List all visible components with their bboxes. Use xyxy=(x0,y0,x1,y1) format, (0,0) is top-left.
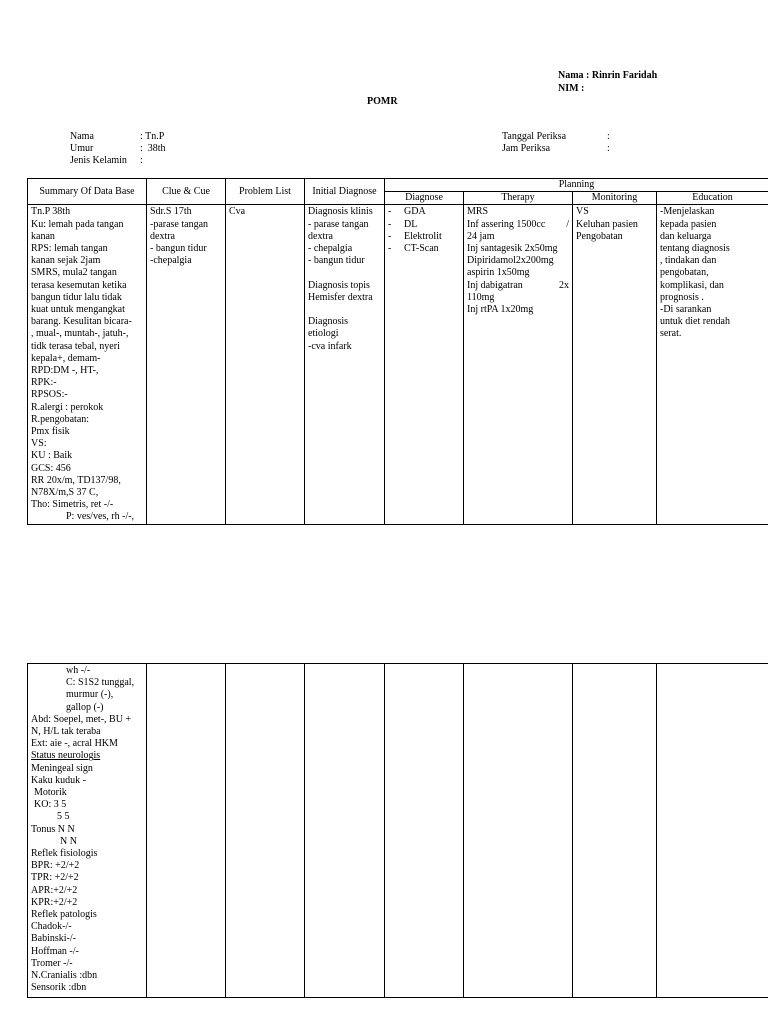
initial-diagnose-cell-continued xyxy=(305,664,385,998)
therapy-line: Inj rtPA 1x20mg xyxy=(467,304,534,316)
summary-line: bangun tidur lalu tidak xyxy=(31,291,122,303)
summary-line: Tonus N N xyxy=(31,823,75,835)
education-line: komplikasi, dan xyxy=(660,279,724,291)
summary-line: KPR:+2/+2 xyxy=(31,896,78,908)
summary-line: , mual-, muntah-, jatuh-, xyxy=(31,328,129,340)
student-info xyxy=(558,70,657,95)
summary-line: Ext: aie -, acral HKM xyxy=(31,738,118,750)
header-clue-cue: Clue & Cue xyxy=(147,179,226,205)
clue-line: -chepalgia xyxy=(150,255,192,267)
summary-line: C: S1S2 tunggal, xyxy=(66,677,135,689)
pomr-table-page2 xyxy=(27,663,768,998)
summary-line: 5 5 xyxy=(57,811,70,823)
initial-diagnose-cell xyxy=(305,205,385,525)
clue-cue-cell xyxy=(147,205,226,525)
therapy-line: MRS xyxy=(467,206,489,218)
header-summary: Summary Of Data Base xyxy=(28,179,147,205)
summary-line: N, H/L tak teraba xyxy=(31,726,101,738)
summary-line: SMRS, mula2 tangan xyxy=(31,267,117,279)
summary-line: kepala+, demam- xyxy=(31,352,101,364)
initial-line: - chepalgia xyxy=(308,243,353,255)
therapy-line: Inf assering 1500cc / xyxy=(467,218,569,230)
clue-line: -parase tangan xyxy=(150,218,209,230)
header-problem-list: Problem List xyxy=(226,179,305,205)
summary-line: Motorik xyxy=(34,787,67,799)
education-line: kepada pasien xyxy=(660,218,717,230)
jam-periksa-label: Jam Periksa xyxy=(502,143,551,154)
summary-line: APR:+2/+2 xyxy=(31,884,78,896)
summary-line: P: ves/ves, rh -/-, xyxy=(66,511,135,523)
summary-line: R.alergi : perokok xyxy=(31,401,104,413)
initial-line: Hemisfer dextra xyxy=(308,291,373,303)
summary-line: Abd: Soepel, met-, BU + xyxy=(31,713,132,725)
summary-cell-continued xyxy=(28,664,147,998)
summary-line: Meningeal sign xyxy=(31,762,93,774)
monitoring-line: Keluhan pasien xyxy=(576,218,638,230)
education-line: prognosis . xyxy=(660,291,704,303)
problem-line: Cva xyxy=(229,206,246,218)
header-therapy: Therapy xyxy=(464,192,573,205)
nama-value: : Tn.P xyxy=(140,131,165,142)
summary-line: Chadok-/- xyxy=(31,921,72,933)
initial-line: Diagnosis topis xyxy=(308,279,370,291)
jam-periksa-value: : xyxy=(607,143,610,154)
status-neurologis-heading: Status neurologis xyxy=(31,750,101,762)
summary-line: terasa kesemutan ketika xyxy=(31,279,127,291)
summary-line: VS: xyxy=(31,438,47,450)
clue-line: - bangun tidur xyxy=(150,243,207,255)
summary-line: KO: 3 5 xyxy=(34,799,67,811)
therapy-line: Inj dabigatran 2x xyxy=(467,279,569,291)
header-monitoring: Monitoring xyxy=(573,192,657,205)
header-diagnose: Diagnose xyxy=(385,192,464,205)
summary-line: kuat untuk mengangkat xyxy=(31,304,125,316)
summary-line: N.Cranialis :dbn xyxy=(31,970,98,982)
nama-label: Nama xyxy=(70,131,94,142)
summary-line: RR 20x/m, TD137/98, xyxy=(31,474,121,486)
summary-line: Pmx fisik xyxy=(31,426,70,438)
summary-cell xyxy=(28,205,147,525)
initial-line xyxy=(308,267,381,279)
header-initial-diagnose: Initial Diagnose xyxy=(305,179,385,205)
initial-line: Diagnosis klinis xyxy=(308,206,373,218)
summary-line: murmur (-), xyxy=(66,689,114,701)
tanggal-periksa-label: Tanggal Periksa xyxy=(502,131,567,142)
education-line: -Di sarankan xyxy=(660,304,712,316)
umur-label: Umur xyxy=(70,143,94,154)
summary-line: tidk terasa tebal, nyeri xyxy=(31,340,120,352)
education-line: serat. xyxy=(660,328,682,340)
initial-line: - bangun tidur xyxy=(308,255,365,267)
diagnose-cell xyxy=(385,205,464,525)
monitoring-line: VS xyxy=(576,206,589,218)
education-cell xyxy=(657,205,768,525)
monitoring-cell-continued xyxy=(573,664,657,998)
header-education: Education xyxy=(657,192,768,205)
summary-line: Babinski-/- xyxy=(31,933,76,945)
summary-line: Hoffman -/- xyxy=(31,945,79,957)
diagnose-item: - Elektrolit xyxy=(388,230,442,242)
monitoring-line: Pengobatan xyxy=(576,230,623,242)
summary-line: Kaku kuduk - xyxy=(31,774,86,786)
education-line: dan keluarga xyxy=(660,230,712,242)
document-title: POMR xyxy=(367,96,398,107)
problem-list-cell xyxy=(226,205,305,525)
initial-line: -cva infark xyxy=(308,340,352,352)
education-line: tentang diagnosis xyxy=(660,243,730,255)
pomr-table-page1 xyxy=(27,178,768,525)
diagnose-item: - GDA xyxy=(388,206,426,218)
summary-line: TPR: +2/+2 xyxy=(31,872,79,884)
therapy-cell xyxy=(464,205,573,525)
education-line: untuk diet rendah xyxy=(660,316,730,328)
diagnose-item: - CT-Scan xyxy=(388,243,439,255)
summary-line: Tn.P 38th xyxy=(31,206,71,218)
monitoring-cell xyxy=(573,205,657,525)
summary-line: barang. Kesulitan bicara- xyxy=(31,316,132,328)
therapy-cell-continued xyxy=(464,664,573,998)
therapy-line: Dipiridamol2x200mg xyxy=(467,255,554,267)
education-line: -Menjelaskan xyxy=(660,206,715,218)
summary-line: KU : Baik xyxy=(31,450,73,462)
therapy-line: 24 jam xyxy=(467,230,495,242)
summary-line: Ku: lemah pada tangan xyxy=(31,218,124,230)
clue-line: Sdr.S 17th xyxy=(150,206,192,218)
summary-line: Reflek fisiologis xyxy=(31,848,98,860)
initial-line xyxy=(308,304,381,316)
summary-line: N N xyxy=(60,835,77,847)
therapy-line: aspirin 1x50mg xyxy=(467,267,530,279)
clue-line: dextra xyxy=(150,230,175,242)
therapy-line: 110mg xyxy=(467,291,495,303)
initial-line: - parase tangan xyxy=(308,218,369,230)
education-line: pengobatan, xyxy=(660,267,709,279)
summary-line: Sensorik :dbn xyxy=(31,982,87,994)
therapy-line: Inj santagesik 2x50mg xyxy=(467,243,558,255)
initial-line: Diagnosis xyxy=(308,316,348,328)
summary-line: RPSOS:- xyxy=(31,389,68,401)
summary-line: Tromer -/- xyxy=(31,957,73,969)
problem-list-cell-continued xyxy=(226,664,305,998)
initial-line: etiologi xyxy=(308,328,339,340)
clue-cue-cell-continued xyxy=(147,664,226,998)
header-planning: Planning xyxy=(385,179,768,192)
umur-value: : 38th xyxy=(140,143,166,154)
education-line: , tindakan dan xyxy=(660,255,717,267)
student-name: Nama : Rinrin Faridah xyxy=(558,70,658,81)
summary-line: R.pengobatan: xyxy=(31,413,90,425)
tanggal-periksa-value: : xyxy=(607,131,610,142)
summary-line: gallop (-) xyxy=(66,701,104,713)
initial-line: dextra xyxy=(308,230,333,242)
summary-line: Reflek patologis xyxy=(31,909,97,921)
jenis-kelamin-value: : xyxy=(140,155,143,166)
summary-line: RPS: lemah tangan xyxy=(31,243,108,255)
summary-line: N78X/m,S 37 C, xyxy=(31,487,99,499)
summary-line: RPK:- xyxy=(31,377,57,389)
education-cell-continued xyxy=(657,664,768,998)
diagnose-item: - DL xyxy=(388,218,418,230)
summary-line: RPD:DM -, HT-, xyxy=(31,365,99,377)
summary-line: BPR: +2/+2 xyxy=(31,860,80,872)
summary-line: wh -/- xyxy=(66,665,91,676)
summary-line: Tho: Simetris, ret -/- xyxy=(31,499,114,511)
student-nim: NIM : xyxy=(558,82,585,94)
diagnose-cell-continued xyxy=(385,664,464,998)
summary-line: kanan sejak 2jam xyxy=(31,255,101,267)
summary-line: GCS: 456 xyxy=(31,462,71,474)
jenis-kelamin-label: Jenis Kelamin xyxy=(70,155,127,166)
summary-line: kanan xyxy=(31,230,55,242)
